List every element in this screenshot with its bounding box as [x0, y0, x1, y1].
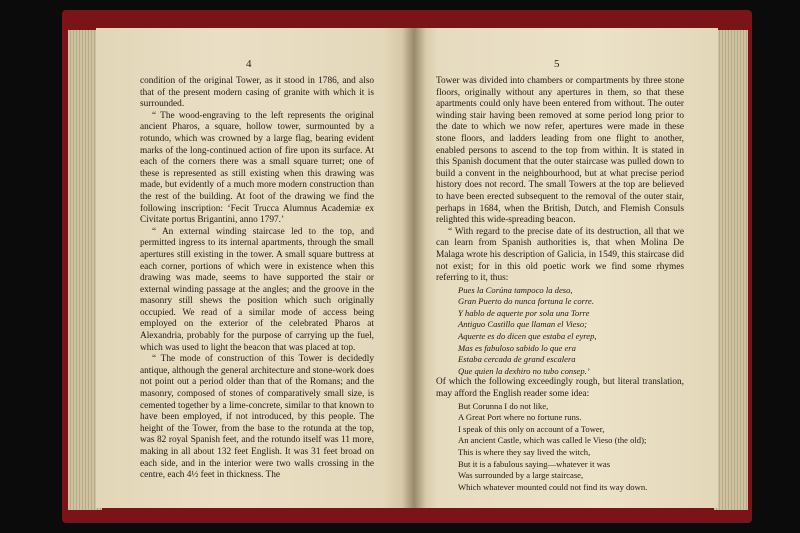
verse-line: But it is a fabulous saying—whatever it was: [458, 458, 611, 469]
book-gutter: [402, 28, 426, 508]
verse-line: Y hablo de aquerte por sola una Torre: [458, 307, 590, 318]
verse-line: Antiguo Castillo que llaman el Vieso;: [458, 319, 587, 330]
verse-line: But Corunna I do not like,: [458, 400, 549, 411]
left-page-body: [140, 76, 374, 482]
english-verse: [436, 401, 684, 494]
spanish-verse: [436, 285, 684, 378]
page-number-left: 4: [246, 58, 252, 70]
verse-line: Gran Puerto do nunca fortuna le corre.: [458, 296, 594, 307]
page-number-right: 5: [554, 58, 560, 70]
verse-line: Pues la Corúna tampoco la deso,: [458, 284, 573, 295]
verse-line: I speak of this only on account of a Tower,: [458, 423, 605, 434]
open-book: [62, 10, 752, 523]
verse-line: An ancient Castle, which was called le Vieso (the old);: [458, 435, 647, 446]
verse-line: Estaba cercada de grand escalera: [458, 354, 576, 365]
right-page-edges: [714, 30, 748, 510]
paragraph: Tower was divided into chambers or compartments by three stone floors, originally without any apertures in them, so that these apartments could only have been entered from without. The outer winding stair having been removed at some period long prior to the date to which we now refer, apertures were made in these stone floors, and ladders leading from one flight to another, enabled persons to ascend to the top from within. It is stated in this Spanish document that the outer staircase was pulled down to build a convent in the neighbourhood, but at what precise period history does not record. The small Towers at the top are believed to have been erected subsequent to the removal of the outer stair, perhaps in 1684, when the British, Dutch, and Flemish Consuls relighted this wide-spreading beacon.: [436, 76, 684, 226]
verse-line: Aquerte es do dicen que estaba el eyrep,: [458, 331, 597, 342]
verse-line: Was surrounded by a large staircase,: [458, 470, 584, 481]
paragraph: condition of the original Tower, as it stood in 1786, and also that of the present modern casing of granite with which it is surrounded.: [140, 76, 374, 110]
verse-line: A Great Port where no fortune runs.: [458, 412, 582, 423]
paragraph: “ The mode of construction of this Tower is decidedly antique, although the general architecture and stone-work does not point out a period older than that of the Romans; and the masonry, composed of stones of comparatively small size, is cemented together by a lime-concrete, similar to that known to have been employed, if not introduced, by this people. The height of the Tower, from the base to the rotunda at the top, was 82 royal Spanish feet, and the rotundo itself was 11 more, making in all about 132 feet English. It was 31 feet broad on each side, and in the interior were two walls crossing in the centre, each 4½ feet in thickness. The: [140, 354, 374, 481]
verse-line: Que quien la dexhiro no tubo consep.’: [458, 365, 590, 376]
left-page: [96, 28, 414, 508]
right-page: [414, 28, 718, 508]
verse-line: Which whatever mounted could not find its way down.: [458, 481, 648, 492]
verse-line: This is where they say lived the witch,: [458, 447, 591, 457]
paragraph: “ The wood-engraving to the left represents the original ancient Pharos, a square, hollow tower, surmounted by a rotundo, which was crowned by a large flag, bearing evident marks of the long-continued action of fire upon its surface. At each of the corners there was a small square turret; one of these is represented as still existing when this drawing was made, but evidently of a much more modern construction than the rest of the building. At foot of the drawing we find the following inscription: ‘Fecit Trucca Alumnus Academiæ ex Civitate portus Brigantini, anno 1797.’: [140, 110, 374, 226]
paragraph: “ With regard to the precise date of its destruction, all that we can learn from Spanish authorities is, that when Molina De Malaga wrote his description of Galicia, in 1549, this staircase did not exist; for in this old poetic work we find some rhymes referring to it, thus:: [436, 226, 684, 284]
right-page-body: [436, 76, 684, 493]
paragraph: “ An external winding staircase led to the top, and permitted ingress to its internal apartments, through the small apertures still existing in the tower. A small square buttress at each corner, portions of which were in existence when this drawing was made, seems to have supported the stair or external winding passage at the angles; and the groove in the masonry still shews the position which such originally occupied. We read of a similar mode of access being employed on the exterior of the celebrated Pharos at Alexandria, probably for the purpose of carrying up the fuel, which was used to light the beacon that was placed at top.: [140, 226, 374, 353]
transition-paragraph: Of which the following exceedingly rough, but literal translation, may afford the English reader some idea:: [436, 377, 684, 400]
verse-line: Mas es fabuloso sabido lo que era: [458, 342, 576, 353]
